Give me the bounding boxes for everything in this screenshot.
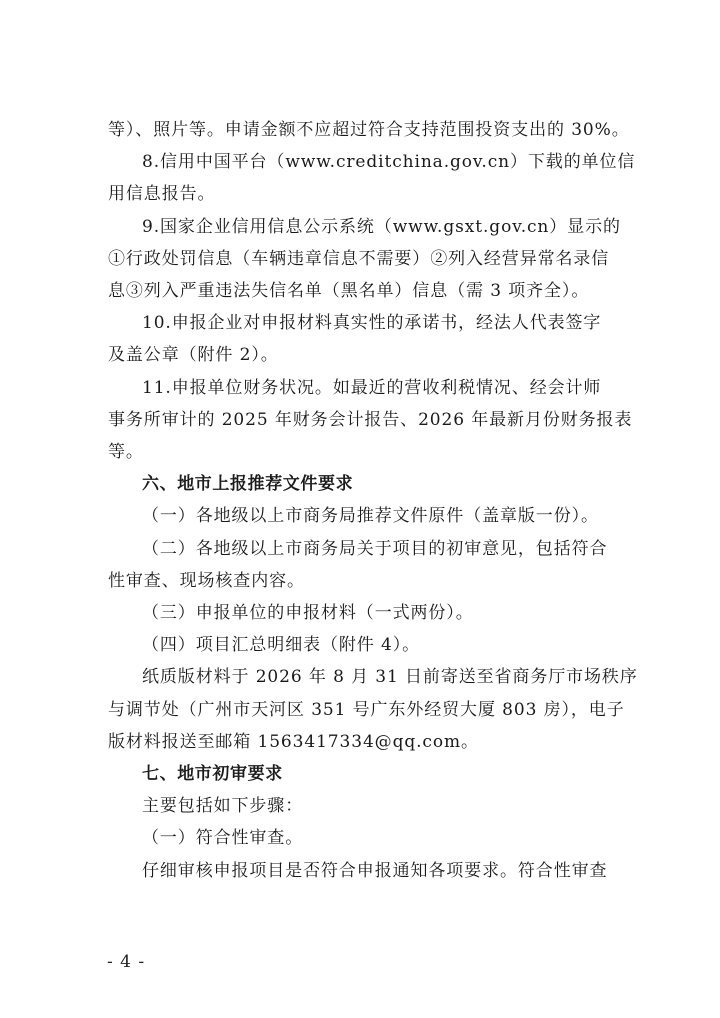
text-line: 版材料报送至邮箱 1563417334@qq.com。 [108,731,479,752]
paragraph [108,597,620,629]
text-line: 事务所审计的 2025 年财务会计报告、2026 年最新月份财务报表 [108,409,633,430]
paragraph [108,822,620,854]
text-line: （一）符合性审查。 [142,828,304,849]
page-number: - 4 - [107,952,146,972]
paragraph [108,790,620,822]
text-line: 等。 [108,442,144,463]
text-line: 七、地市初审要求 [142,764,283,785]
text-line: 主要包括如下步骤： [142,796,304,817]
text-line: （三）申报单位的申报材料（一式两份）。 [142,603,474,624]
paragraph [108,533,620,597]
text-line: 息③列入严重违法失信名单（黑名单）信息（需 3 项齐全）。 [108,281,590,302]
paragraph [108,855,620,887]
document-body [108,114,638,887]
text-line: ①行政处罚信息（车辆违章信息不需要）②列入经营异常名录信 [108,248,610,269]
text-line: 等）、照片等。申请金额不应超过符合支持范围投资支出的 30%。 [108,120,630,140]
paragraph [108,211,620,308]
paragraph [108,114,630,146]
text-line: 性审查、现场核查内容。 [108,570,305,591]
paragraph [108,500,620,532]
text-line: 及盖公章（附件 2）。 [108,345,279,366]
text-line: 六、地市上报推荐文件要求 [142,474,354,495]
paragraph [108,629,620,661]
section-heading [108,758,620,790]
text-line: 纸质版材料于 2026 年 8 月 31 日前寄送至省商务厅市场秩序 [142,667,638,688]
text-line: 用信息报告。 [108,184,216,205]
text-line: 仔细审核申报项目是否符合申报通知各项要求。符合性审查 [142,860,608,881]
text-line: 9.国家企业信用信息公示系统（www.gsxt.gov.cn）显示的 [142,216,621,237]
section-heading [108,468,620,500]
text-line: （一）各地级以上市商务局推荐文件原件（盖章版一份）。 [142,506,599,527]
text-line: 11.申报单位财务状况。如最近的营收利税情况、经会计师 [142,377,602,398]
text-line: 与调节处（广州市天河区 351 号广东外经贸大厦 803 房），电子 [108,699,625,720]
paragraph [108,146,636,210]
paragraph [108,661,638,758]
text-line: （二）各地级以上市商务局关于项目的初审意见，包括符合 [142,538,608,559]
text-line: 8.信用中国平台（www.creditchina.gov.cn）下载的单位信 [142,152,636,173]
paragraph [108,372,633,469]
text-line: 10.申报企业对申报材料真实性的承诺书，经法人代表签字 [142,313,602,334]
paragraph [108,307,620,371]
text-line: （四）项目汇总明细表（附件 4）。 [142,635,421,656]
